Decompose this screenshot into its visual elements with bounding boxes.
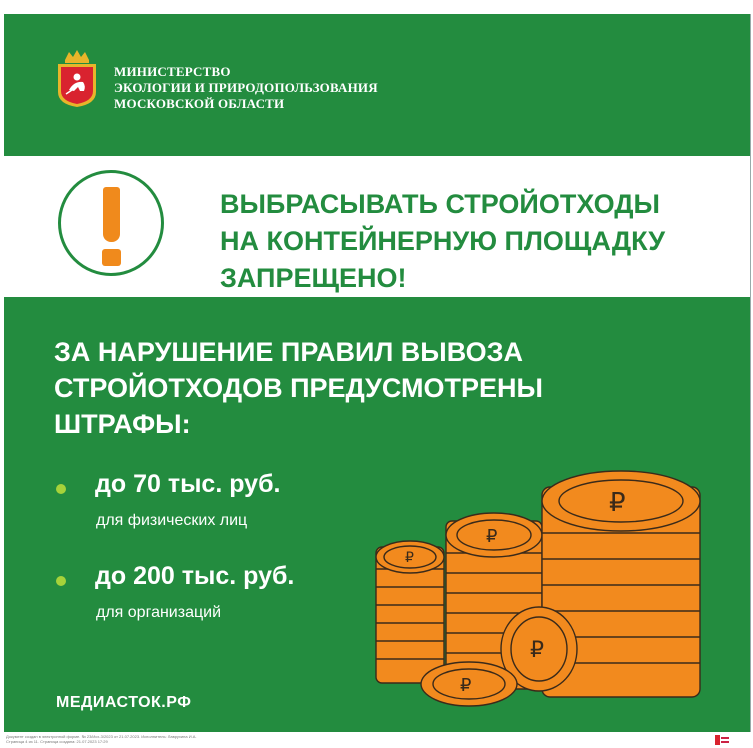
warning-text xyxy=(220,186,665,297)
fine-amount: до 70 тыс. руб. xyxy=(95,470,281,498)
exclamation-bar xyxy=(103,187,120,242)
warning-icon xyxy=(58,170,164,276)
fines-heading-line-2: СТРОЙОТХОДОВ ПРЕДУСМОТРЕНЫ xyxy=(54,373,543,403)
site-url: МЕДИАСТОК.РФ xyxy=(56,694,192,711)
warning-line-3: ЗАПРЕЩЕНО! xyxy=(220,263,407,293)
svg-text:₽: ₽ xyxy=(486,526,498,547)
ministry-line-2: ЭКОЛОГИИ И ПРИРОДОПОЛЬЗОВАНИЯ xyxy=(114,80,378,95)
svg-text:₽: ₽ xyxy=(530,638,544,663)
warning-line-1: ВЫБРАСЫВАТЬ СТРОЙОТХОДЫ xyxy=(220,189,660,219)
fine-amount: до 200 тыс. руб. xyxy=(95,562,295,590)
poster xyxy=(4,14,751,732)
svg-text:₽: ₽ xyxy=(609,488,626,518)
footer-line-2: Страница 4 из 11. Страница создана: 21.07.2023 17:29 xyxy=(6,739,108,744)
warning-line-2: НА КОНТЕЙНЕРНУЮ ПЛОЩАДКУ xyxy=(220,226,666,256)
warning-banner xyxy=(4,156,750,297)
fines-heading-line-1: ЗА НАРУШЕНИЕ ПРАВИЛ ВЫВОЗА xyxy=(54,337,523,367)
svg-text:₽: ₽ xyxy=(405,550,414,566)
exclamation-dot xyxy=(102,249,121,266)
government-logo-icon xyxy=(715,734,729,746)
bullet-icon xyxy=(56,576,66,586)
fines-heading-line-3: ШТРАФЫ: xyxy=(54,409,191,439)
fine-target: для физических лиц xyxy=(96,512,248,529)
footer-line-1: Документ создан в электронной форме. № 23/Исх-3/2023 от 21.07.2023. Исполнитель: Лаврухина И.А. xyxy=(6,734,197,739)
fines-heading xyxy=(54,334,543,442)
coins-illustration xyxy=(364,459,704,724)
svg-text:₽: ₽ xyxy=(460,675,472,696)
document-footer xyxy=(6,734,196,744)
ministry-line-3: МОСКОВСКОЙ ОБЛАСТИ xyxy=(114,96,285,111)
header xyxy=(4,14,750,156)
ministry-name xyxy=(114,64,378,112)
bullet-icon xyxy=(56,484,66,494)
fine-target: для организаций xyxy=(96,604,222,621)
ministry-line-1: МИНИСТЕРСТВО xyxy=(114,64,231,79)
coat-of-arms-icon xyxy=(56,50,98,108)
